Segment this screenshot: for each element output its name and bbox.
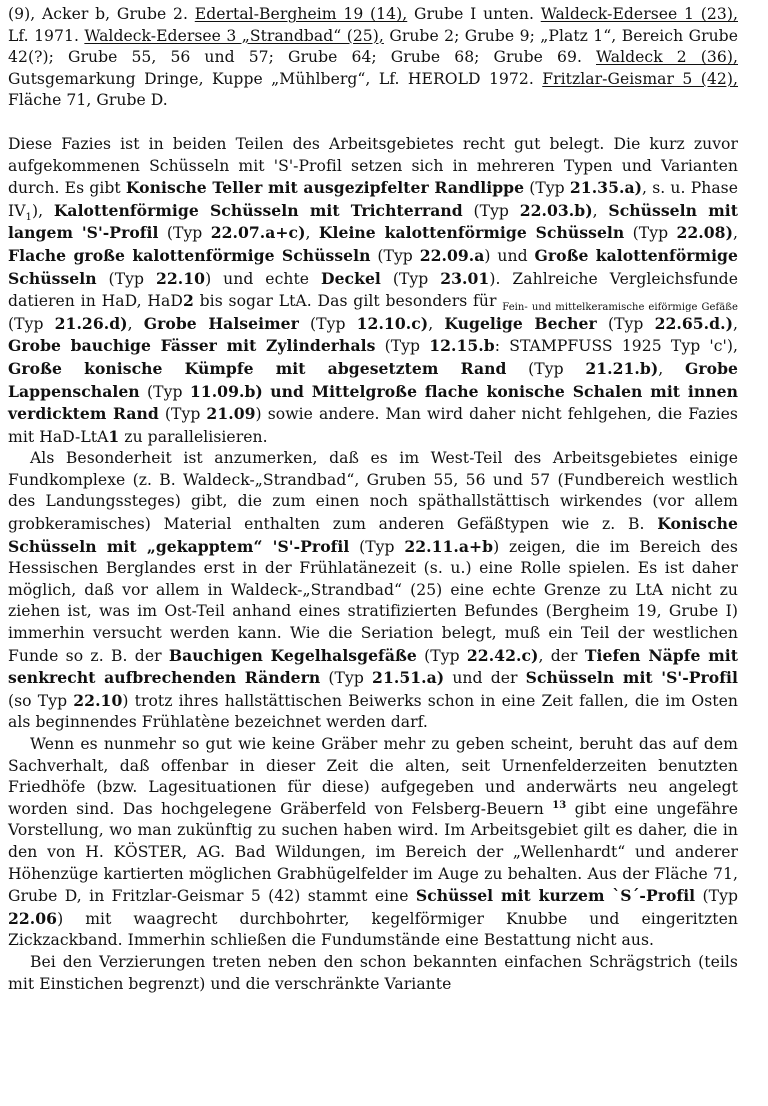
paragraph-gap (8, 112, 738, 134)
site-reference: Waldeck-Edersee 1 (23), (540, 5, 738, 23)
facies-paragraph: Diese Fazies ist in beiden Teilen des Arbeitsgebietes recht gut belegt. Die kurz zuvor aufgekommenen Schüsseln mit 'S'-Profil setzen sich in mehreren Typen und Varianten durch. Es gibt Konische Teller mit ausgezipfelter Randlippe (Typ 21.35.a), s. u. Phase $IV_1$), Kalottenförmige Schüsseln mit Trichterrand (Typ 22.03.b), Schüsseln mit langem 'S'-Profil (Typ 22.07.a+c), Kleine kalottenförmige Schüsseln (Typ 22.08), Flache große kalottenförmige Schüsseln (Typ 22.09.a) und Große kalottenförmige Schüsseln (Typ 22.10) und echte Deckel (Typ 23.01). Zahlreiche Vergleichsfunde datieren in HaD, HaD2 bis sogar LtA. Das gilt besonders für $_{Fein- und mittelkeramische eiförmige Gefäße}$ (Typ 21.26.d), Grobe Halseimer (Typ 12.10.c), Kugelige Becher (Typ 22.65.d.), Grobe bauchige Fässer mit Zylinderhals (Typ 12.15.b: STAMPFUSS 1925 Typ 'c'), Große konische Kümpfe mit abgesetztem Rand (Typ 21.21.b), Grobe Lappenschalen (Typ 11.09.b) und Mittelgroße flache konische Schalen mit innen verdicktem Rand (Typ 21.09) sowie andere. Man wird daher nicht fehlgehen, die Fazies mit HaD-LtA1 zu parallelisieren. (8, 134, 739, 446)
footnote-marker: 13 (552, 799, 567, 811)
site-list-paragraph: (9), Acker b, Grube 2. Edertal-Bergheim 19 (14), Grube I unten. Waldeck-Edersee 1 (23), Lf. 1971. Waldeck-Edersee 3 „Strandbad“ (25), Grube 2; Grube 9; „Platz 1“, Bereich Grube 42(?); Grube 55, 56 und 57; Grube 64; Grube 68; Grube 69. Waldeck 2 (36), Gutsgemarkung Dringe, Kuppe „Mühlberg“, Lf. HEROLD 1972. Fritzlar-Geismar 5 (42), Fläche 71, Grube D. (8, 5, 738, 110)
site-reference: Waldeck-Edersee 3 „Strandbad“ (25), (84, 26, 384, 45)
site-reference: Fritzlar-Geismar 5 (42), (542, 69, 738, 88)
site-reference: Waldeck 2 (36), (596, 48, 738, 67)
special-features-paragraph: Als Besonderheit ist anzumerken, daß es im West-Teil des Arbeitsgebietes einige Fundkomplexe (z. B. Waldeck-„Strandbad“, Gruben 55, 56 und 57 (Fundbereich westlich des Landungssteges) gibt, die zum einen noch späthallstättisch wirkendes (vor allem grobkeramisches) Material enthalten zum anderen Gefäßtypen wie z. B. Konische Schüsseln mit „gekapptem“ 'S'-Profil (Typ 22.11.a+b) zeigen, die im Bereich des Hessischen Berglandes erst in der Frühlatänezeit (s. u.) eine Rolle spielen. Es ist daher möglich, daß vor allem in Waldeck-„Strandbad“ (25) eine echte Grenze zu LtA nicht zu ziehen ist, was im Ost-Teil anhand eines stratifizierten Befundes (Bergheim 19, Grube I) immerhin versucht werden kann. Wie die Seriation belegt, muß ein Teil der westlichen Funde so z. B. der Bauchigen Kegelhalsgefäße (Typ 22.42.c), der Tiefen Näpfe mit senkrecht aufbrechenden Rändern (Typ 21.51.a) und der Schüsseln mit 'S'-Profil (so Typ 22.10) trotz ihres hallstättischen Beiwerks schon in eine Zeit fallen, die im Osten als beginnendes Frühlatène bezeichnet werden darf. (8, 449, 738, 732)
site-reference: Edertal-Bergheim 19 (14), (194, 5, 408, 23)
decoration-paragraph: Bei den Verzierungen treten neben den schon bekannten einfachen Schrägstrich (teils mit Einstichen begrenzt) und die verschränkte Variante (8, 952, 738, 993)
graves-paragraph: Wenn es nunmehr so gut wie keine Gräber mehr zu geben scheint, beruht das auf dem Sachverhalt, daß offenbar in dieser Zeit die alten, seit Urnenfelderzeiten benutzten Friedhöfe (bzw. Lagesituationen für diese) aufgegeben und anderwärts neu angelegt worden sind. Das hochgelegene Gräberfeld von Felsberg-Beuern $^{13}$ gibt eine ungefähre Vorstellung, wo man zukünftig zu suchen haben wird. Im Arbeitsgebiet gilt es daher, die in den von H. KÖSTER, AG. Bad Wildungen, im Bereich der „Wellenhardt“ und anderer Höhenzüge kartierten möglichen Grabhügelfelder im Auge zu behalten. Aus der Fläche 71, Grube D, in Fritzlar-Geismar 5 (42) stammt eine Schüssel mit kurzem `S´-Profil (Typ 22.06) mit waagrecht durchbohrter, kegelförmiger Knubbe und eingeritzten Zickzackband. Immerhin schließen die Fundumstände eine Bestattung nicht aus. (8, 735, 739, 950)
